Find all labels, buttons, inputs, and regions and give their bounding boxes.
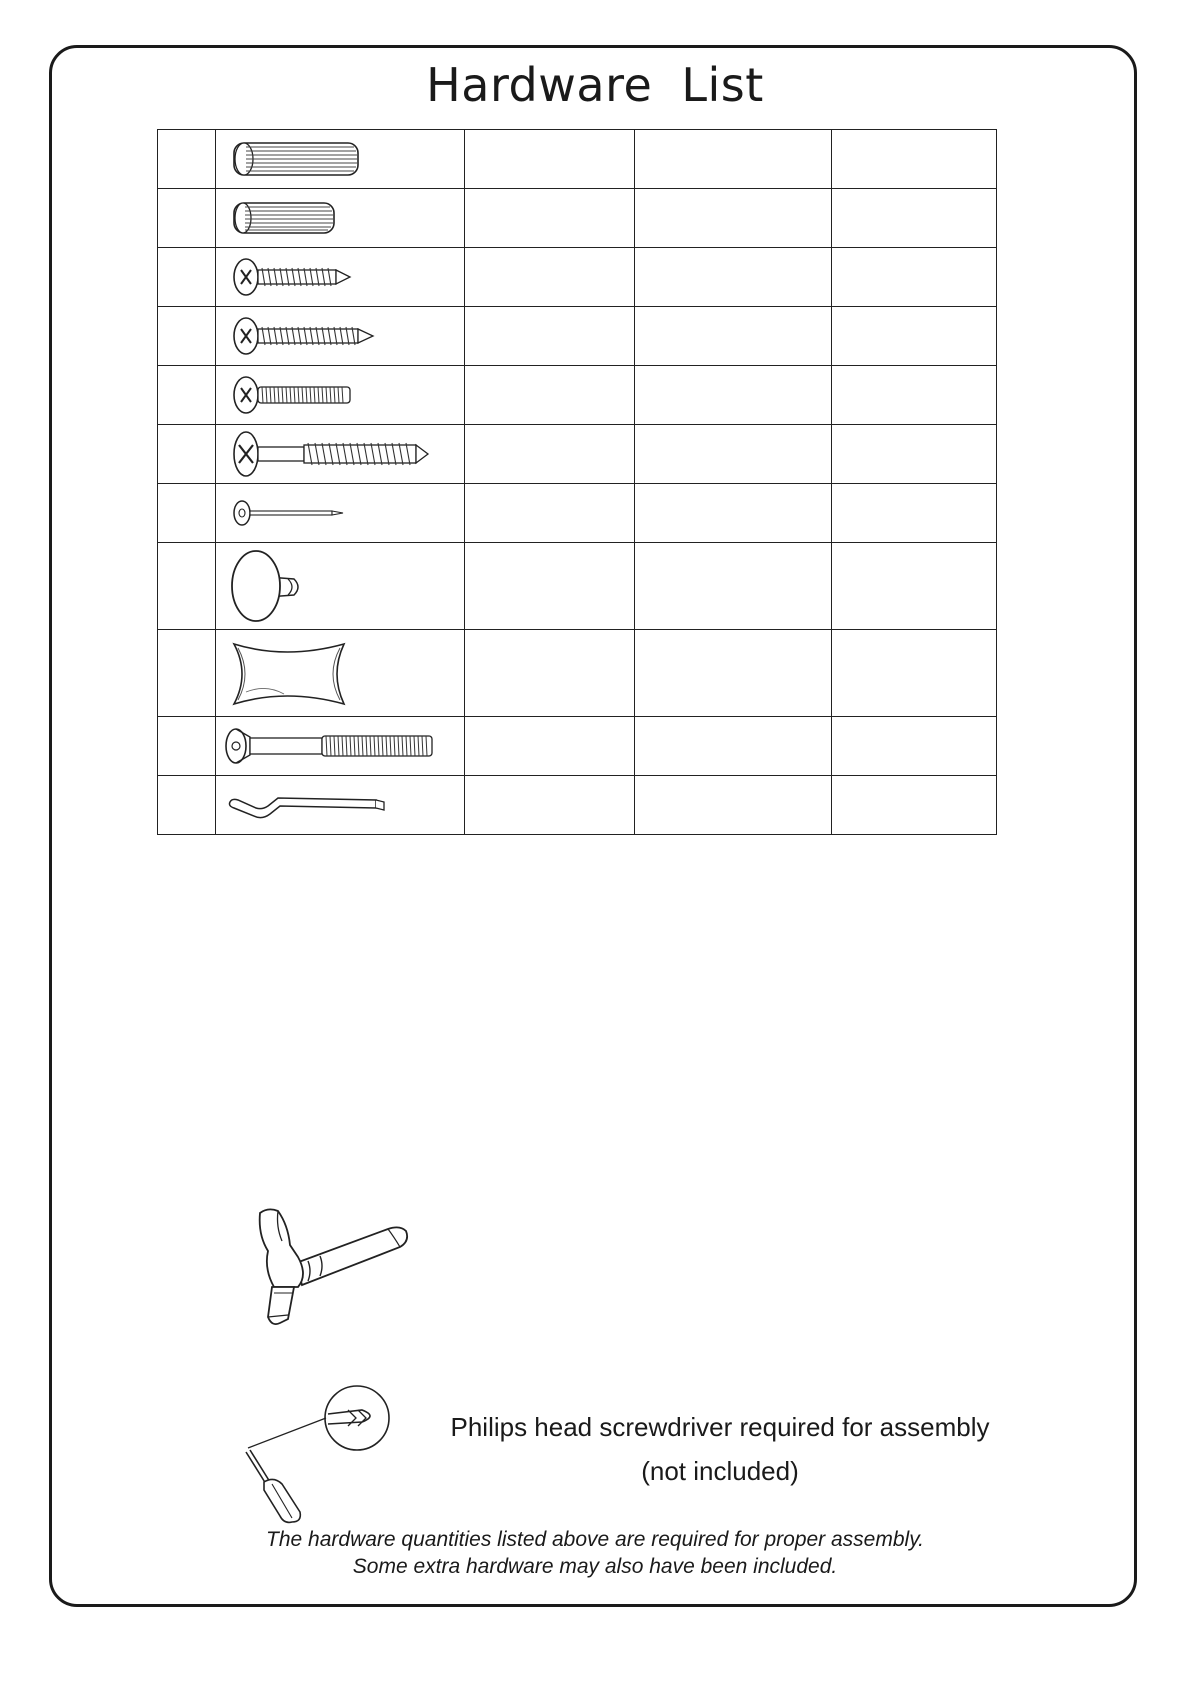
hammer-icon (238, 1205, 418, 1330)
hardware-note (0, 1527, 1190, 1581)
table-row (158, 425, 997, 484)
screwdriver-requirement (360, 1405, 1080, 1493)
hardware-table (157, 129, 997, 835)
knob-icon (216, 543, 464, 629)
page-title: Hardware List (426, 58, 764, 112)
wooden-dowel-long-icon (216, 130, 464, 188)
cam-bolt-screw-icon (216, 425, 464, 483)
hex-bolt-icon (216, 717, 464, 775)
table-row (158, 248, 997, 307)
screwdriver-requirement-line1: Philips head screwdriver required for assembly (450, 1412, 990, 1442)
table-row (158, 307, 997, 366)
table-row (158, 189, 997, 248)
table-row (158, 717, 997, 776)
wood-screw-medium-icon (216, 248, 464, 306)
table-row (158, 484, 997, 543)
wooden-dowel-short-icon (216, 189, 464, 247)
table-row (158, 543, 997, 630)
hardware-note-line2: Some extra hardware may also have been included. (352, 1554, 838, 1578)
allen-key-icon (216, 776, 464, 834)
table-row (158, 130, 997, 189)
machine-screw-icon (216, 366, 464, 424)
nail-icon (216, 484, 464, 542)
wood-screw-long-icon (216, 307, 464, 365)
table-row (158, 366, 997, 425)
bumper-pad-icon (216, 630, 464, 716)
hardware-note-line1: The hardware quantities listed above are required for proper assembly. (266, 1528, 924, 1551)
table-row (158, 630, 997, 717)
table-row (158, 776, 997, 835)
screwdriver-requirement-line2: (not included) (641, 1456, 799, 1487)
